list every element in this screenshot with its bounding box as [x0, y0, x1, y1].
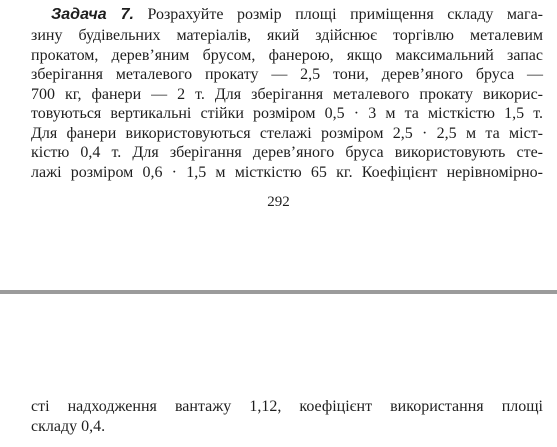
task-text-line: кістю 0,4 т. Для зберігання дерев’яного бруса використовують сте- — [31, 144, 543, 161]
task-text-line: зберігання металевого прокату — 2,5 тони, дерев’яного бруса — — [31, 66, 543, 83]
task-text-line: Для фанери використовуються стелажі розміром 2,5 · 2,5 м та міст- — [31, 125, 543, 142]
task-text-line: 700 кг, фанери — 2 т. Для зберігання металевого прокату викорис- — [31, 86, 543, 103]
page-number: 292 — [267, 194, 290, 210]
task-text-line: лажі розміром 0,6 · 1,5 м місткістю 65 кг. Коефіцієнт нерівномірно- — [31, 164, 543, 181]
task-first-line-text: Розрахуйте розмір площі приміщення складу мага- — [133, 6, 544, 23]
page-divider — [0, 290, 557, 294]
task-continuation-line: складу 0,4. — [31, 418, 106, 435]
task-label: Задача 7. — [51, 6, 134, 23]
task-continuation-line: сті надходження вантажу 1,12, коефіцієнт використання площі — [31, 398, 543, 415]
task-text-line: товуються вертикальні стійки розміром 0,5 · 3 м та місткістю 1,5 т. — [31, 105, 543, 122]
task-text-line: зину будівельних матеріалів, який здійснює торгівлю металевим — [31, 27, 543, 44]
task-first-line — [51, 6, 543, 23]
task-text-line: прокатом, дерев’яним брусом, фанерою, якщо максимальний запас — [31, 47, 543, 64]
